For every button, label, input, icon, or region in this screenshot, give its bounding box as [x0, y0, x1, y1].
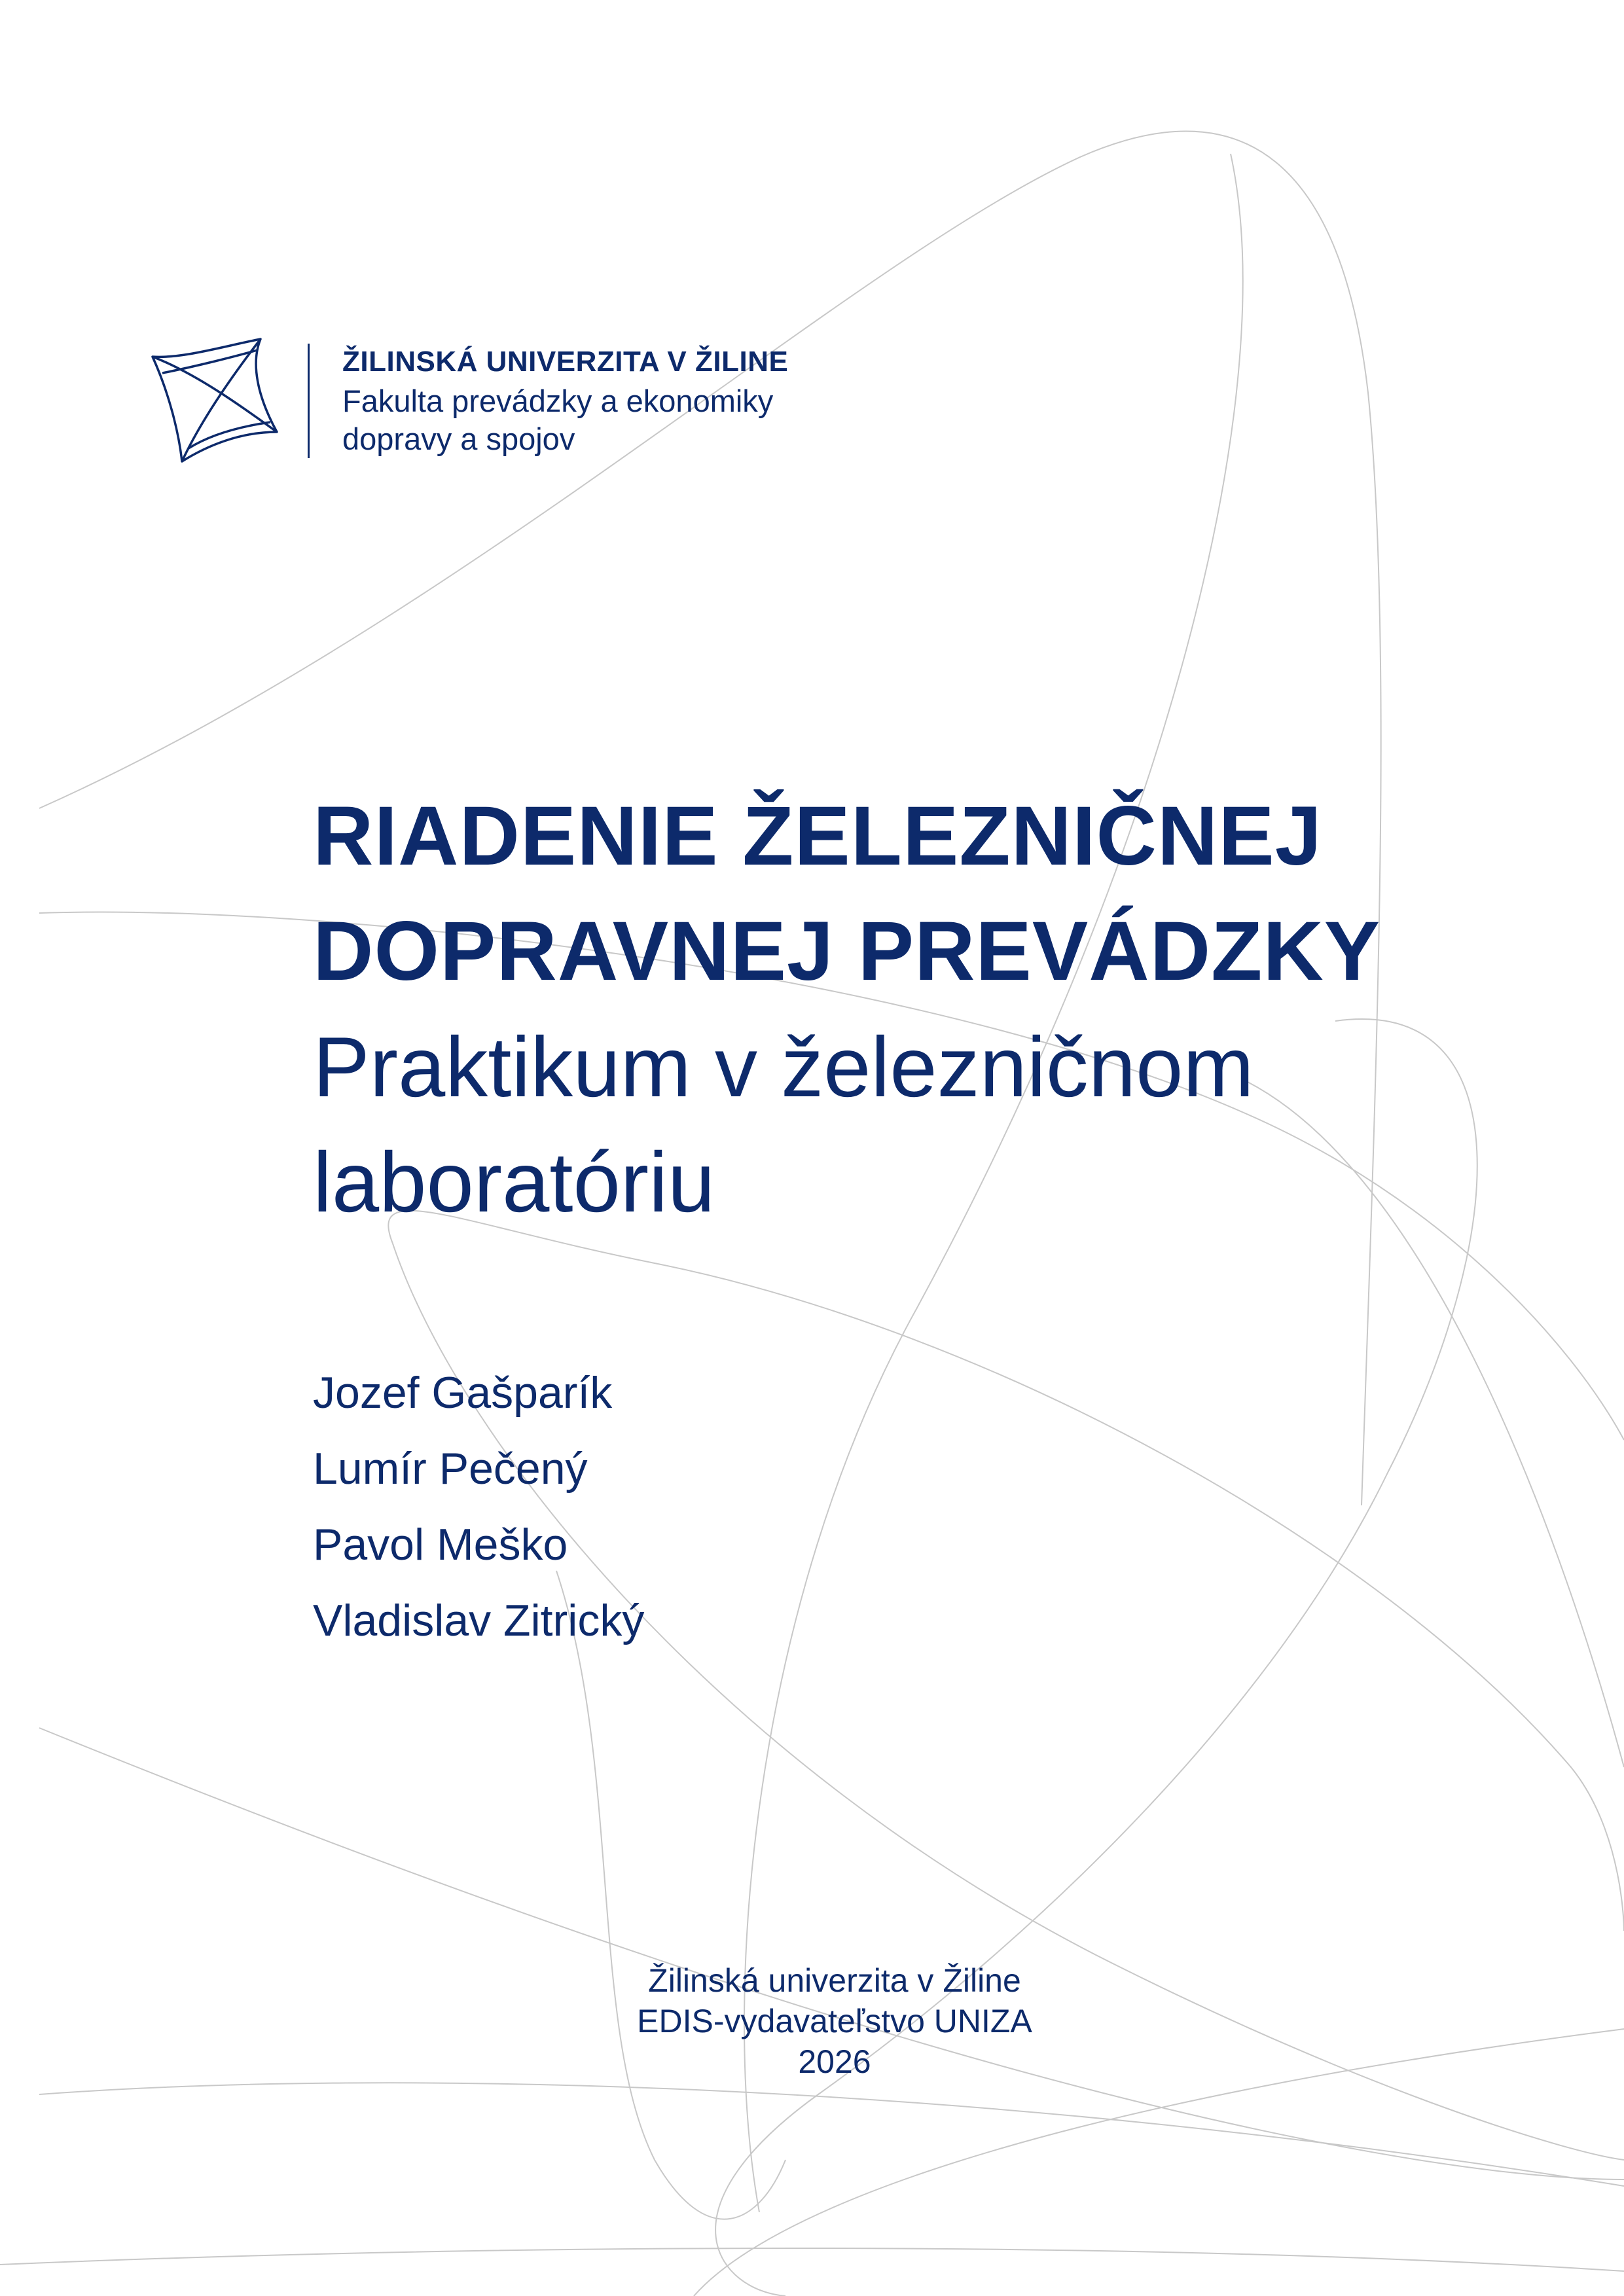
publisher-university: Žilinská univerzita v Žiline — [648, 1962, 1021, 1999]
main-title-line-1: RIADENIE ŽELEZNIČNEJ — [313, 789, 1322, 883]
institution-name — [342, 342, 788, 458]
author-name: Pavol Meško — [313, 1520, 568, 1570]
publisher-house: EDIS-vydavateľstvo UNIZA — [637, 2003, 1032, 2039]
author-name: Vladislav Zitrický — [313, 1596, 645, 1645]
institution-header — [143, 334, 863, 458]
subtitle-line-1: Praktikum v železničnom — [313, 1019, 1254, 1115]
author-name: Jozef Gašparík — [313, 1368, 613, 1418]
faculty-name-line-2: dopravy a spojov — [342, 422, 575, 456]
logo-divider — [308, 344, 310, 458]
main-title-line-2: DOPRAVNEJ PREVÁDZKY — [313, 905, 1381, 998]
publication-year: 2026 — [798, 2043, 871, 2080]
subtitle-line-2: laboratóriu — [313, 1134, 715, 1230]
author-name: Lumír Pečený — [313, 1444, 588, 1494]
star-knot-logo-icon — [143, 334, 280, 465]
document-title — [313, 779, 1380, 1240]
faculty-name-line-1: Fakulta prevádzky a ekonomiky — [342, 384, 774, 418]
university-name: ŽILINSKÁ UNIVERZITA V ŽILINE — [342, 346, 789, 378]
author-list — [313, 1355, 644, 1659]
publisher-info — [550, 1960, 1119, 2082]
